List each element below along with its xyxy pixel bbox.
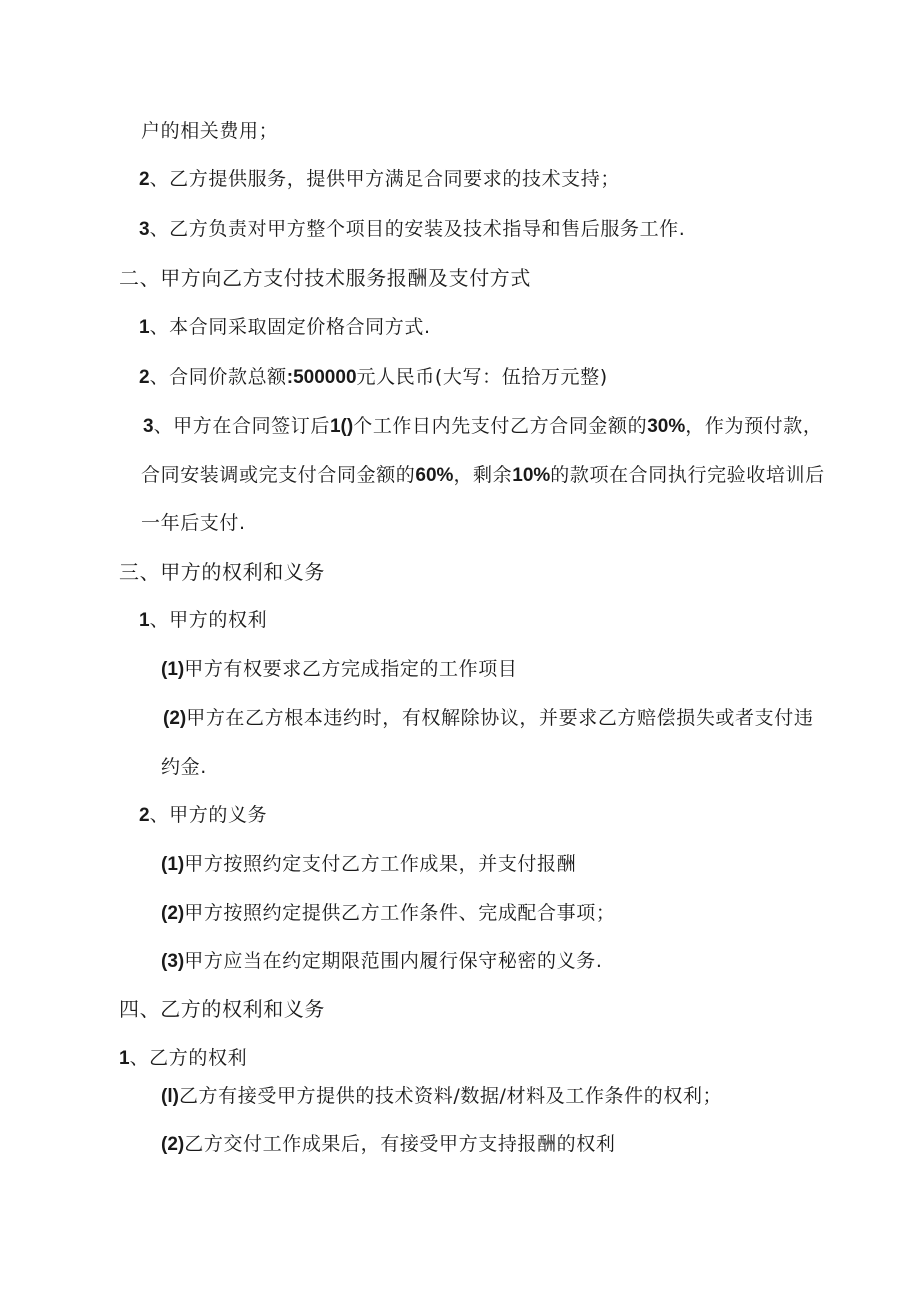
text-line xyxy=(161,851,576,878)
text-line xyxy=(161,900,615,927)
text-run: 约金. xyxy=(161,756,207,778)
text-line xyxy=(161,754,207,780)
text-run: 个工作日内先支付乙方合同金额的 xyxy=(353,415,648,437)
number-marker: 10% xyxy=(512,465,551,486)
section-heading xyxy=(119,265,531,291)
text-run: 元人民币(大写：伍拾万元整) xyxy=(356,366,608,388)
text-line xyxy=(161,656,517,683)
text-line xyxy=(139,607,267,634)
text-line xyxy=(139,364,608,391)
text-line xyxy=(143,413,822,440)
text-run: 、合同价款总额 xyxy=(149,366,287,388)
text-line xyxy=(163,705,813,732)
number-marker: 60% xyxy=(415,465,454,486)
text-run: 二、甲方向乙方支付技术服务报酬及支付方式 xyxy=(119,266,531,290)
number-marker: 2 xyxy=(139,805,150,826)
number-marker: 1() xyxy=(329,416,354,437)
number-marker: 30% xyxy=(647,416,686,437)
text-run: 户的相关费用； xyxy=(141,120,279,142)
number-marker: :500000 xyxy=(286,367,357,388)
text-run: 合同安装调或完支付合同金额的 xyxy=(141,464,416,486)
text-run: 甲方有权要求乙方完成指定的工作项目 xyxy=(184,658,518,680)
text-line xyxy=(141,118,278,144)
text-run: ，作为预付款， xyxy=(685,415,823,437)
number-marker: 1 xyxy=(139,317,150,338)
number-marker: 3 xyxy=(143,416,154,437)
number-marker: (2) xyxy=(163,708,187,729)
text-run: 乙方交付工作成果后，有接受甲方支持报酬的权利 xyxy=(184,1133,616,1155)
text-run: 、乙方提供服务，提供甲方满足合同要求的技术支持； xyxy=(149,168,620,190)
text-line xyxy=(139,216,685,243)
text-run: 、本合同采取固定价格合同方式. xyxy=(149,316,431,338)
number-marker: (2) xyxy=(161,1134,185,1155)
text-run: 、乙方负责对甲方整个项目的安装及技术指导和售后服务工作. xyxy=(149,218,686,240)
text-run: 一年后支付. xyxy=(141,512,246,534)
text-line xyxy=(141,462,825,489)
text-run: 甲方按照约定支付乙方工作成果，并支付报酬 xyxy=(184,853,577,875)
text-run: 三、甲方的权利和义务 xyxy=(119,560,325,584)
text-run: 的款项在合同执行完验收培训后 xyxy=(550,464,825,486)
number-marker: 2 xyxy=(139,169,150,190)
text-run: 乙方有接受甲方提供的技术资料/数据/材料及工作条件的权利； xyxy=(178,1085,723,1107)
text-run: 甲方按照约定提供乙方工作条件、完成配合事项； xyxy=(184,902,616,924)
text-run: 甲方在乙方根本违约时，有权解除协议，并要求乙方赔偿损失或者支付违 xyxy=(186,707,814,729)
number-marker: (2) xyxy=(161,903,185,924)
text-line xyxy=(139,802,267,829)
text-line xyxy=(119,1045,247,1072)
text-line xyxy=(161,1131,615,1158)
text-run: 四、乙方的权利和义务 xyxy=(119,997,325,1021)
text-run: 、乙方的权利 xyxy=(129,1047,248,1069)
number-marker: (3) xyxy=(161,951,185,972)
text-run: 、甲方的权利 xyxy=(149,609,268,631)
section-heading xyxy=(119,996,325,1022)
text-run: ，剩余 xyxy=(453,464,513,486)
number-marker: (1) xyxy=(161,659,185,680)
number-marker: 2 xyxy=(139,367,150,388)
number-marker: (l) xyxy=(161,1086,179,1107)
text-run: 、甲方在合同签订后 xyxy=(153,415,330,437)
number-marker: (1) xyxy=(161,854,185,875)
text-line xyxy=(139,314,431,341)
text-line xyxy=(161,1083,722,1110)
text-line xyxy=(141,510,246,536)
number-marker: 1 xyxy=(139,610,150,631)
text-run: 甲方应当在约定期限范围内履行保守秘密的义务. xyxy=(184,950,603,972)
text-line xyxy=(139,166,620,193)
number-marker: 1 xyxy=(119,1048,130,1069)
text-run: 、甲方的义务 xyxy=(149,804,268,826)
number-marker: 3 xyxy=(139,219,150,240)
section-heading xyxy=(119,559,325,585)
text-line xyxy=(161,948,602,975)
